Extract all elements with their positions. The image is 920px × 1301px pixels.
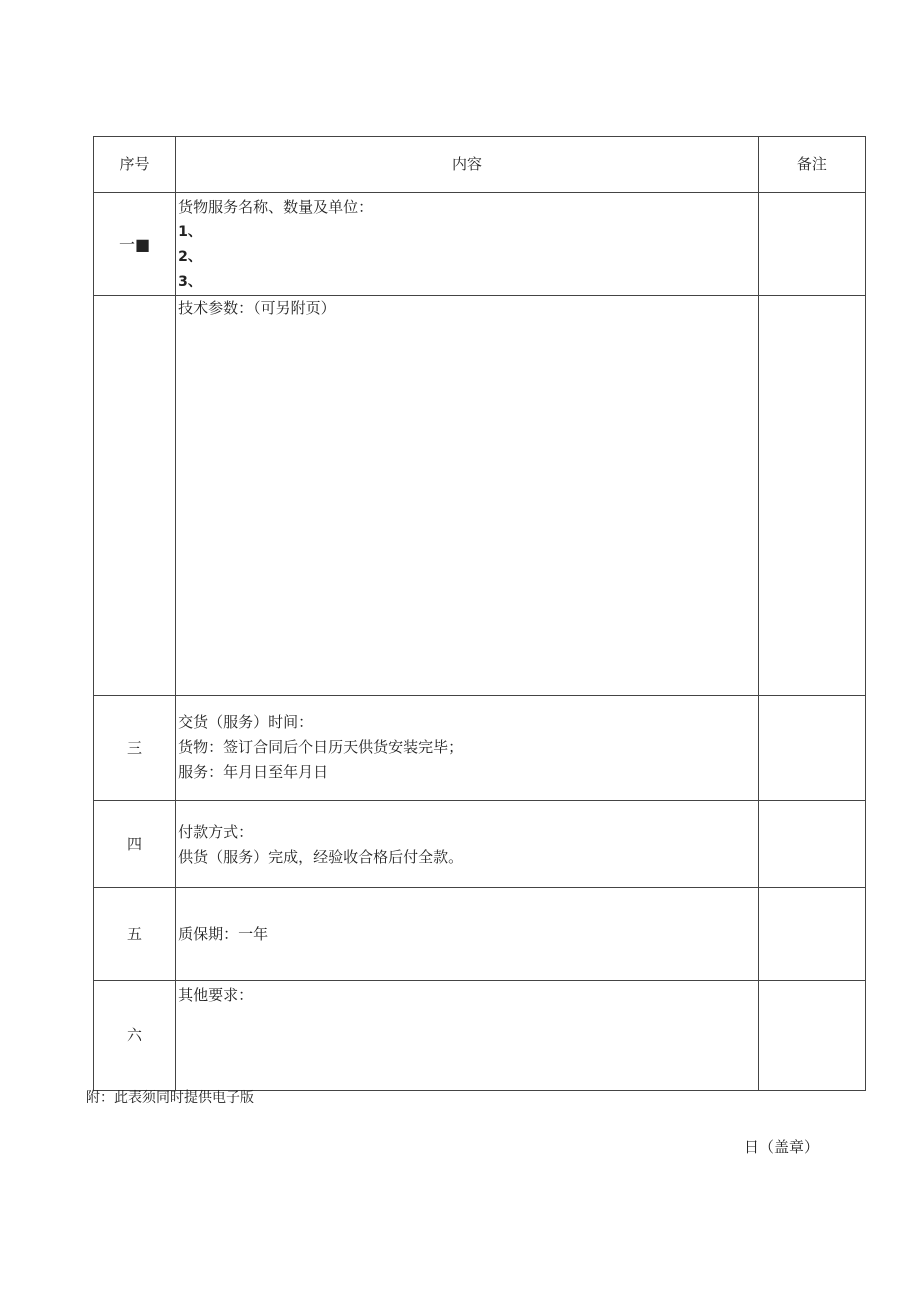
row-content <box>176 981 759 1091</box>
header-note: 备注 <box>758 137 865 193</box>
table-row <box>94 696 866 801</box>
row-note <box>758 296 865 696</box>
table-row <box>94 296 866 696</box>
header-num: 序号 <box>94 137 176 193</box>
list-item: 1、 <box>178 224 202 240</box>
row-note <box>758 801 865 888</box>
row-title: 质保期：一年 <box>178 924 269 943</box>
row-line: 货物：签订合同后个日历天供货安装完毕； <box>178 738 464 756</box>
row-num: 四 <box>94 801 176 888</box>
row-num: 一■ <box>94 193 176 296</box>
row-title: 付款方式： <box>178 823 254 841</box>
row-line: 服务：年月日至年月日 <box>178 763 329 781</box>
row-note <box>758 696 865 801</box>
row-title: 货物服务名称、数量及单位： <box>178 198 374 216</box>
table-row <box>94 888 866 981</box>
table-row <box>94 193 866 296</box>
requirements-table <box>93 136 866 1091</box>
table-row <box>94 801 866 888</box>
stamp-line: 日（盖章） <box>744 1138 820 1156</box>
row-content <box>176 193 759 296</box>
row-line: 供货（服务）完成，经验收合格后付全款。 <box>178 848 464 866</box>
list-item: 3、 <box>178 274 202 290</box>
row-num: 五 <box>94 888 176 981</box>
table-row <box>94 981 866 1091</box>
footnote: 附：此表须同时提供电子版 <box>86 1090 254 1106</box>
row-content <box>176 696 759 801</box>
row-num: 六 <box>94 981 176 1091</box>
row-note <box>758 888 865 981</box>
header-row <box>94 137 866 193</box>
row-note <box>758 193 865 296</box>
row-title: 技术参数：（可另附页） <box>178 299 336 317</box>
row-num: 三 <box>94 696 176 801</box>
row-note <box>758 981 865 1091</box>
list-item: 2、 <box>178 249 202 265</box>
row-content <box>176 296 759 696</box>
row-num <box>94 296 176 696</box>
row-title: 其他要求： <box>178 986 254 1004</box>
header-content: 内容 <box>176 137 759 193</box>
row-content <box>176 801 759 888</box>
row-content <box>176 888 759 981</box>
row-title: 交货（服务）时间： <box>178 713 314 731</box>
